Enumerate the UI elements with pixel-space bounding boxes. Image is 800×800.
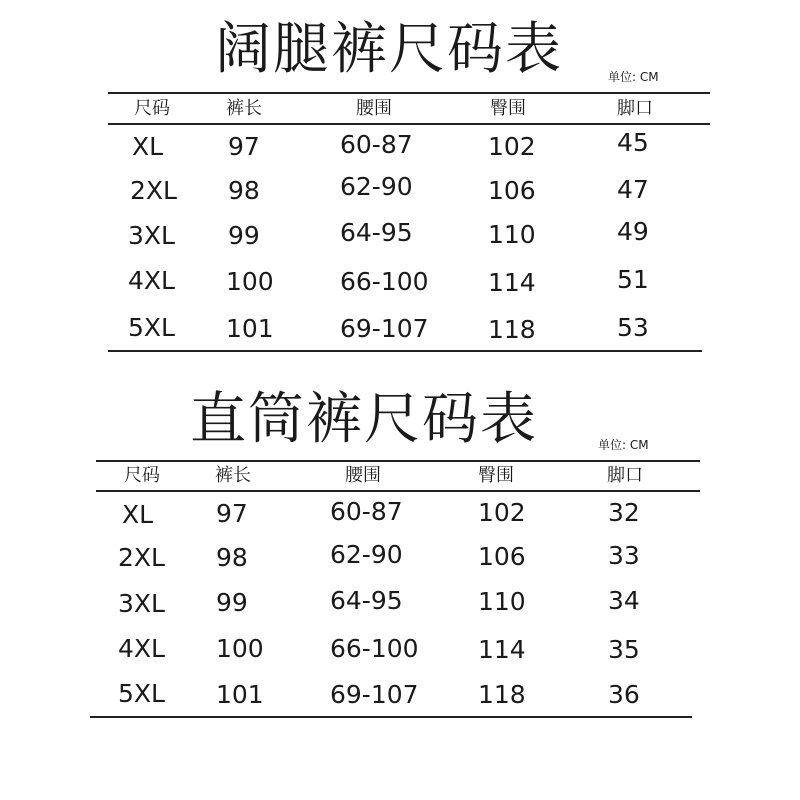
cell-length: 98 xyxy=(216,543,248,572)
cell-hip: 102 xyxy=(488,132,536,161)
bottom-rule xyxy=(108,350,702,352)
cell-hem: 47 xyxy=(617,175,649,204)
cell-length: 97 xyxy=(216,499,248,528)
cell-hem: 32 xyxy=(608,498,640,527)
cell-waist: 69-107 xyxy=(340,314,429,343)
cell-waist: 64-95 xyxy=(330,586,403,615)
cell-length: 101 xyxy=(226,314,274,343)
cell-length: 100 xyxy=(216,634,264,663)
table-title: 阔腿裤尺码表 xyxy=(215,17,563,82)
cell-hem: 33 xyxy=(608,541,640,570)
table-title: 直筒裤尺码表 xyxy=(190,387,538,452)
cell-hip: 110 xyxy=(478,587,526,616)
cell-waist: 66-100 xyxy=(330,634,419,663)
cell-hip: 106 xyxy=(488,176,536,205)
cell-size: 3XL xyxy=(118,589,165,618)
cell-size: XL xyxy=(122,500,154,529)
cell-hem: 49 xyxy=(617,217,649,246)
cell-waist: 62-90 xyxy=(340,172,413,201)
header-rule xyxy=(96,490,700,492)
cell-hem: 35 xyxy=(608,635,640,664)
cell-waist: 60-87 xyxy=(340,130,413,159)
unit-label: 单位: CM xyxy=(598,438,649,452)
cell-waist: 64-95 xyxy=(340,218,413,247)
header-length: 裤长 xyxy=(215,465,251,486)
cell-length: 100 xyxy=(226,267,274,296)
header-length: 裤长 xyxy=(226,98,262,119)
cell-hem: 34 xyxy=(608,586,640,615)
cell-hip: 110 xyxy=(488,220,536,249)
cell-size: 2XL xyxy=(130,176,177,205)
header-rule xyxy=(108,123,710,125)
top-rule xyxy=(96,460,700,462)
header-hip: 臀围 xyxy=(490,98,526,119)
cell-waist: 66-100 xyxy=(340,267,429,296)
cell-hem: 53 xyxy=(617,313,649,342)
header-hem: 脚口 xyxy=(617,98,653,119)
cell-hem: 45 xyxy=(617,128,649,157)
cell-length: 101 xyxy=(216,680,264,709)
header-waist: 腰围 xyxy=(356,98,392,119)
header-hip: 臀围 xyxy=(478,465,514,486)
cell-hip: 118 xyxy=(488,315,536,344)
cell-hip: 118 xyxy=(478,680,526,709)
cell-length: 99 xyxy=(216,588,248,617)
cell-hem: 36 xyxy=(608,680,640,709)
cell-waist: 69-107 xyxy=(330,680,419,709)
cell-size: 2XL xyxy=(118,543,165,572)
cell-size: 3XL xyxy=(128,221,175,250)
cell-hip: 106 xyxy=(478,542,526,571)
cell-size: XL xyxy=(132,132,164,161)
cell-waist: 62-90 xyxy=(330,540,403,569)
header-size: 尺码 xyxy=(134,98,170,119)
cell-hip: 114 xyxy=(488,268,536,297)
bottom-rule xyxy=(90,716,692,718)
cell-size: 5XL xyxy=(118,679,165,708)
cell-size: 5XL xyxy=(128,313,175,342)
header-hem: 脚口 xyxy=(607,465,643,486)
cell-hip: 102 xyxy=(478,498,526,527)
header-size: 尺码 xyxy=(124,465,160,486)
cell-length: 99 xyxy=(228,221,260,250)
header-waist: 腰围 xyxy=(345,465,381,486)
cell-size: 4XL xyxy=(118,634,165,663)
cell-hip: 114 xyxy=(478,635,526,664)
unit-label: 单位: CM xyxy=(608,70,659,84)
cell-hem: 51 xyxy=(617,265,649,294)
cell-waist: 60-87 xyxy=(330,497,403,526)
cell-size: 4XL xyxy=(128,266,175,295)
top-rule xyxy=(108,92,710,94)
cell-length: 98 xyxy=(228,176,260,205)
cell-length: 97 xyxy=(228,132,260,161)
